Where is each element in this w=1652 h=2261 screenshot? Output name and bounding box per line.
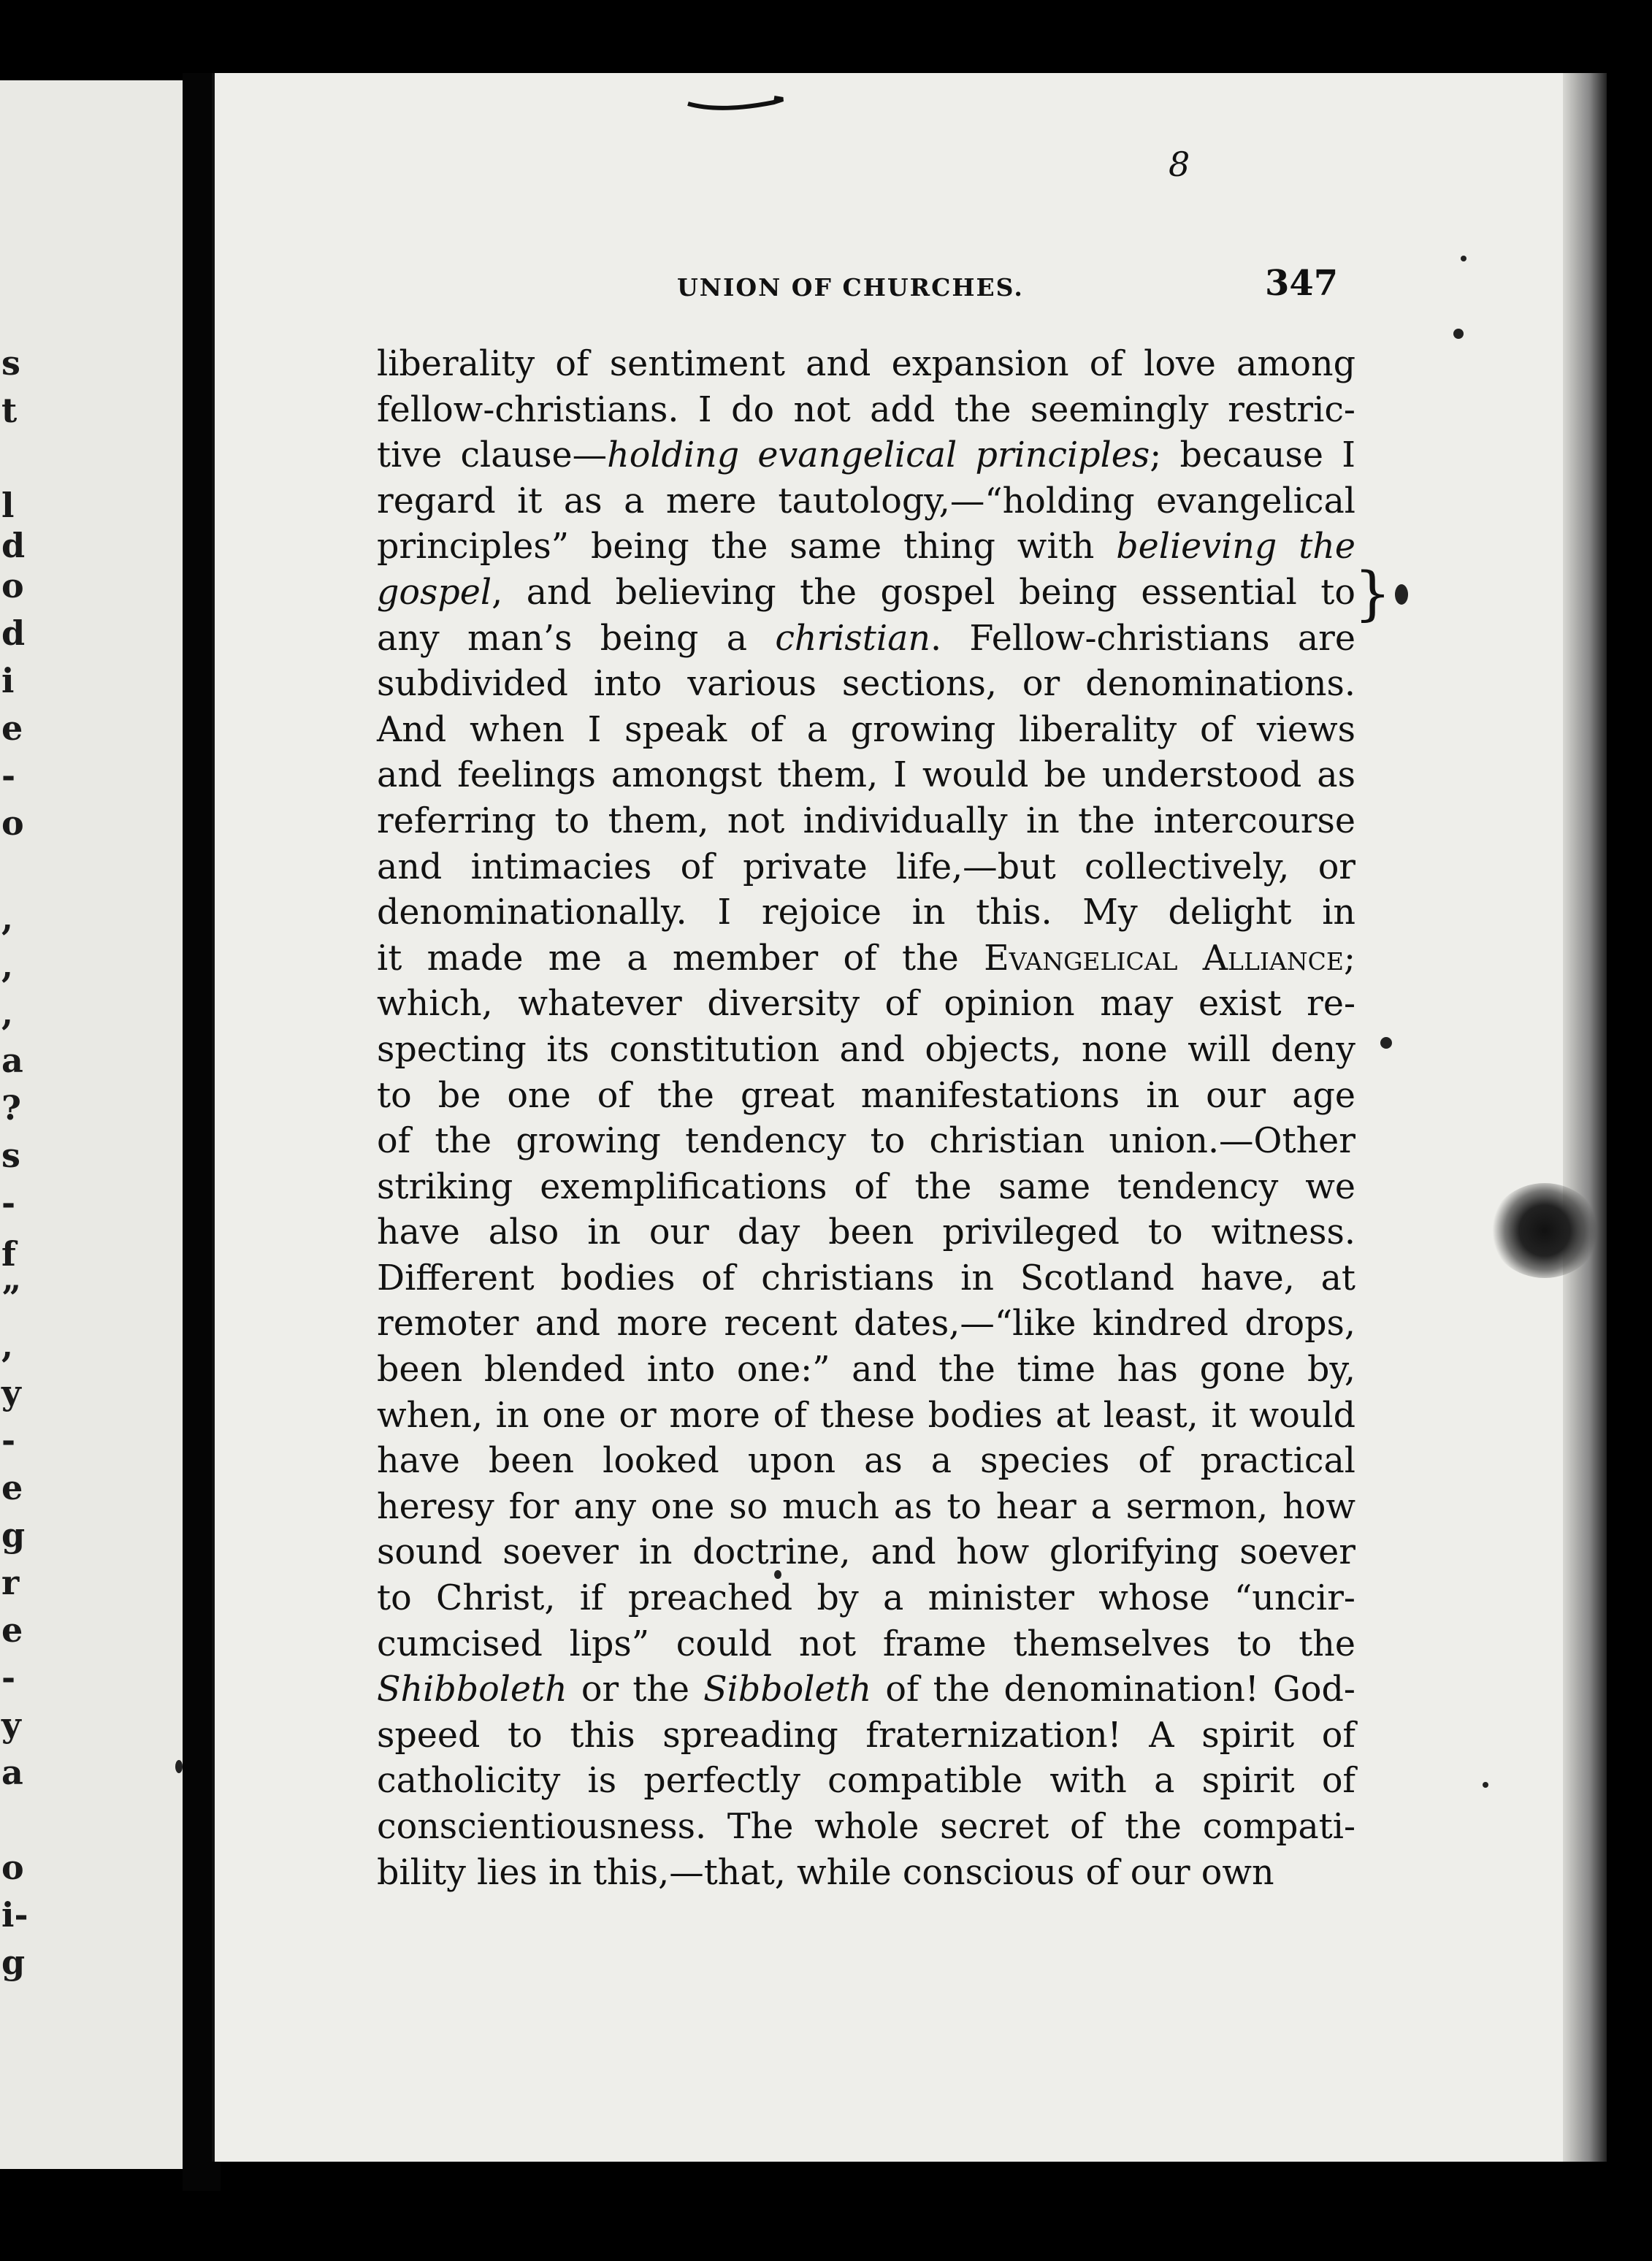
- previous-page-line-endings: [0, 80, 29, 2169]
- text-line: have been looked upon as a species of practical: [377, 1441, 1355, 1482]
- text-line: of the growing tendency to christian union.—Other: [377, 1121, 1355, 1162]
- italic-run: Shibboleth: [377, 1669, 567, 1710]
- ink-blot-stain: [1490, 1183, 1599, 1278]
- prev-line-end: y: [1, 1373, 21, 1412]
- prev-line-end: g: [1, 1515, 26, 1555]
- text-line: bility lies in this,—that, while conscious of our own: [377, 1852, 1274, 1893]
- prev-line-end: o: [1, 566, 24, 605]
- text-line: which, whatever diversity of opinion may exist re-: [377, 984, 1355, 1025]
- text-line: referring to them, not individually in the intercourse: [377, 800, 1355, 841]
- prev-line-end: e: [1, 708, 23, 748]
- margin-bracket-mark: }: [1354, 559, 1391, 627]
- text-line: liberality of sentiment and expansion of love among: [377, 344, 1355, 384]
- prev-line-end: e: [1, 1468, 23, 1507]
- text-line: tive clause—holding evangelical principles; because I: [377, 435, 1355, 476]
- scan-speck: [1483, 1782, 1488, 1788]
- text-line: to Christ, if preached by a minister whose “uncir-: [377, 1578, 1355, 1619]
- prev-line-end: e: [1, 1610, 23, 1650]
- prev-line-end: i-: [1, 1895, 28, 1935]
- text-line: to be one of the great manifestations in our age: [377, 1075, 1355, 1116]
- prev-line-end: y: [1, 1705, 21, 1745]
- scan-speck: [1461, 256, 1466, 261]
- prev-line-end: s: [1, 343, 20, 383]
- small-caps-run: Evangelical Alliance: [984, 938, 1344, 979]
- scan-speck: [1380, 1037, 1392, 1049]
- prev-line-end: d: [1, 613, 26, 653]
- prev-line-end: a: [1, 1753, 23, 1792]
- page-edge-shadow: [1563, 73, 1607, 2162]
- italic-run: holding evangelical principles: [607, 435, 1150, 476]
- text-line: specting its constitution and objects, none will deny: [377, 1029, 1355, 1070]
- text-line: Different bodies of christians in Scotland have, at: [377, 1258, 1355, 1298]
- text-line: regard it as a mere tautology,—“holding evangelical: [377, 481, 1355, 521]
- prev-line-end: -: [1, 1183, 16, 1223]
- scan-speck: [1395, 584, 1408, 605]
- prev-line-end: ,: [1, 946, 14, 985]
- italic-run: believing the: [1116, 527, 1355, 567]
- text-line: have also in our day been privileged to witness.: [377, 1212, 1355, 1253]
- italic-run: christian: [775, 618, 930, 659]
- prev-line-end: i: [1, 661, 15, 700]
- prev-line-end: a: [1, 1041, 23, 1080]
- prev-line-end: -: [1, 756, 16, 795]
- text-line: And when I speak of a growing liberality of views: [377, 709, 1355, 750]
- text-line: Shibboleth or the Sibboleth of the denomination! God-: [377, 1669, 1355, 1710]
- page-number: 347: [1265, 263, 1339, 304]
- text-line: been blended into one:” and the time has gone by,: [377, 1350, 1355, 1390]
- text-line: sound soever in doctrine, and how glorifying soever: [377, 1532, 1355, 1573]
- prev-line-end: ”: [1, 1278, 21, 1317]
- prev-line-end: r: [1, 1563, 20, 1602]
- text-line: conscientiousness. The whole secret of the compati-: [377, 1807, 1355, 1847]
- prev-line-end: l: [1, 486, 15, 525]
- text-line: and intimacies of private life,—but collectively, or: [377, 846, 1355, 887]
- text-line: it made me a member of the Evangelical Alliance;: [377, 938, 1355, 979]
- prev-line-end: o: [1, 1848, 24, 1887]
- italic-run: Sibboleth: [703, 1669, 872, 1710]
- text-line: principles” being the same thing with believing the: [377, 527, 1355, 567]
- text-line: remoter and more recent dates,—“like kindred drops,: [377, 1304, 1355, 1344]
- text-line: cumcised lips” could not frame themselves to the: [377, 1623, 1355, 1664]
- text-line: any man’s being a christian. Fellow-christians are: [377, 618, 1355, 659]
- prev-line-end: -: [1, 1658, 16, 1697]
- text-line: catholicity is perfectly compatible with a spirit of: [377, 1761, 1355, 1802]
- text-line: heresy for any one so much as to hear a sermon, how: [377, 1486, 1355, 1527]
- scan-speck: [1453, 329, 1464, 339]
- text-line: denominationally. I rejoice in this. My delight in: [377, 892, 1355, 933]
- italic-run: gospel: [377, 572, 492, 613]
- text-line: when, in one or more of these bodies at least, it would: [377, 1395, 1355, 1436]
- margin-pencil-note: 8: [1169, 145, 1190, 184]
- prev-line-end: d: [1, 526, 26, 565]
- text-line: fellow-christians. I do not add the seemingly restric-: [377, 389, 1355, 430]
- text-line: gospel, and believing the gospel being essential to: [377, 572, 1355, 613]
- prev-line-end: -: [1, 1420, 16, 1460]
- ink-swoosh-mark: [687, 93, 789, 111]
- body-text: [377, 342, 1355, 1896]
- prev-line-end: ,: [1, 1325, 14, 1365]
- prev-line-end: ?: [1, 1088, 21, 1128]
- prev-line-end: t: [1, 391, 18, 430]
- prev-line-end: ,: [1, 993, 14, 1033]
- text-line: speed to this spreading fraternization! A spirit of: [377, 1715, 1355, 1756]
- scan-speck: [175, 1760, 183, 1773]
- prev-line-end: s: [1, 1136, 20, 1175]
- running-head: UNION OF CHURCHES.: [677, 273, 1024, 302]
- prev-line-end: f: [1, 1234, 16, 1274]
- prev-line-end: g: [1, 1943, 26, 1982]
- text-line: subdivided into various sections, or denominations.: [377, 664, 1355, 705]
- text-line: striking exemplifications of the same tendency we: [377, 1166, 1355, 1207]
- prev-line-end: o: [1, 803, 24, 843]
- text-line: and feelings amongst them, I would be understood as: [377, 755, 1355, 796]
- prev-line-end: ,: [1, 898, 14, 938]
